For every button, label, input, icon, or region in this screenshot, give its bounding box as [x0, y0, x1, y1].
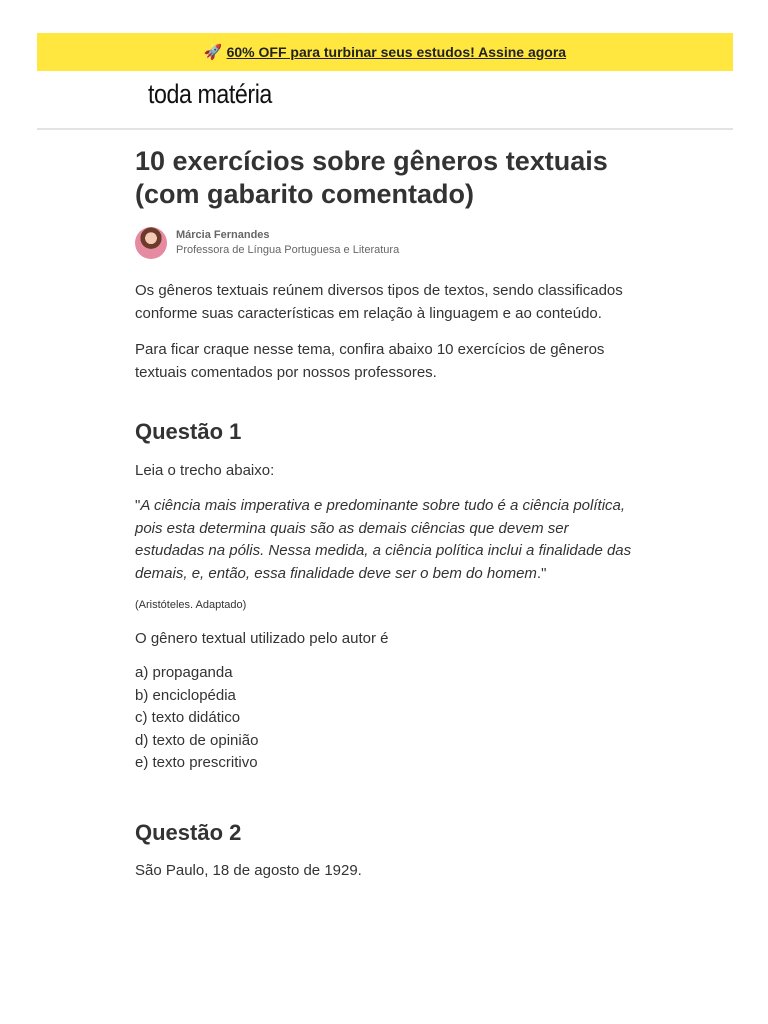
article — [135, 140, 635, 882]
question-1-lead: Leia o trecho abaixo: — [135, 462, 275, 479]
header-divider — [37, 128, 733, 130]
author-name[interactable]: Márcia Fernandes — [176, 229, 270, 241]
question-1-options — [135, 662, 635, 775]
option-d: d) texto de opinião — [135, 731, 259, 749]
avatar[interactable] — [135, 227, 167, 259]
question-2-title: Questão 2 — [135, 819, 242, 845]
question-1-title: Questão 1 — [135, 419, 242, 444]
article-title: 10 exercícios sobre gêneros textuais (com gabarito comentado) — [135, 146, 608, 209]
option-c: c) texto didático — [135, 709, 241, 727]
quote-text: A ciência mais imperativa e predominante sobre tudo é a ciência política, pois esta determina quais são as demais ciências que devem ser estudadas na pólis. Nessa medida, a ciência política inclui a finalidade das demais, e, então, essa finalidade deve ser o bem do homem — [135, 497, 632, 582]
quote-source: (Aristóteles. Adaptado) — [135, 599, 247, 611]
option-b: b) enciclopédia — [135, 686, 236, 704]
author-block — [135, 227, 635, 259]
rocket-icon: 🚀 — [203, 44, 223, 61]
quote-close-mark: ." — [536, 564, 547, 582]
intro-paragraph: Os gêneros textuais reúnem diversos tipos de textos, sendo classificados conforme suas características em relação à linguagem e ao conteúdo. — [135, 282, 623, 322]
option-e: e) texto prescritivo — [135, 754, 258, 772]
intro-paragraph: Para ficar craque nesse tema, confira abaixo 10 exercícios de gêneros textuais comentados por nossos professores. — [135, 341, 605, 381]
option-a: a) propaganda — [135, 664, 233, 681]
question-2-lead: São Paulo, 18 de agosto de 1929. — [135, 861, 362, 879]
author-role: Professora de Língua Portuguesa e Literatura — [176, 244, 400, 256]
question-1-prompt: O gênero textual utilizado pelo autor é — [135, 630, 389, 647]
question-1-quote — [135, 495, 635, 585]
site-logo[interactable]: toda matéria — [148, 79, 272, 109]
quote-open-mark: " — [135, 497, 141, 514]
promo-banner[interactable] — [37, 33, 733, 71]
promo-link[interactable]: 60% OFF para turbinar seus estudos! Assine agora — [226, 44, 567, 60]
